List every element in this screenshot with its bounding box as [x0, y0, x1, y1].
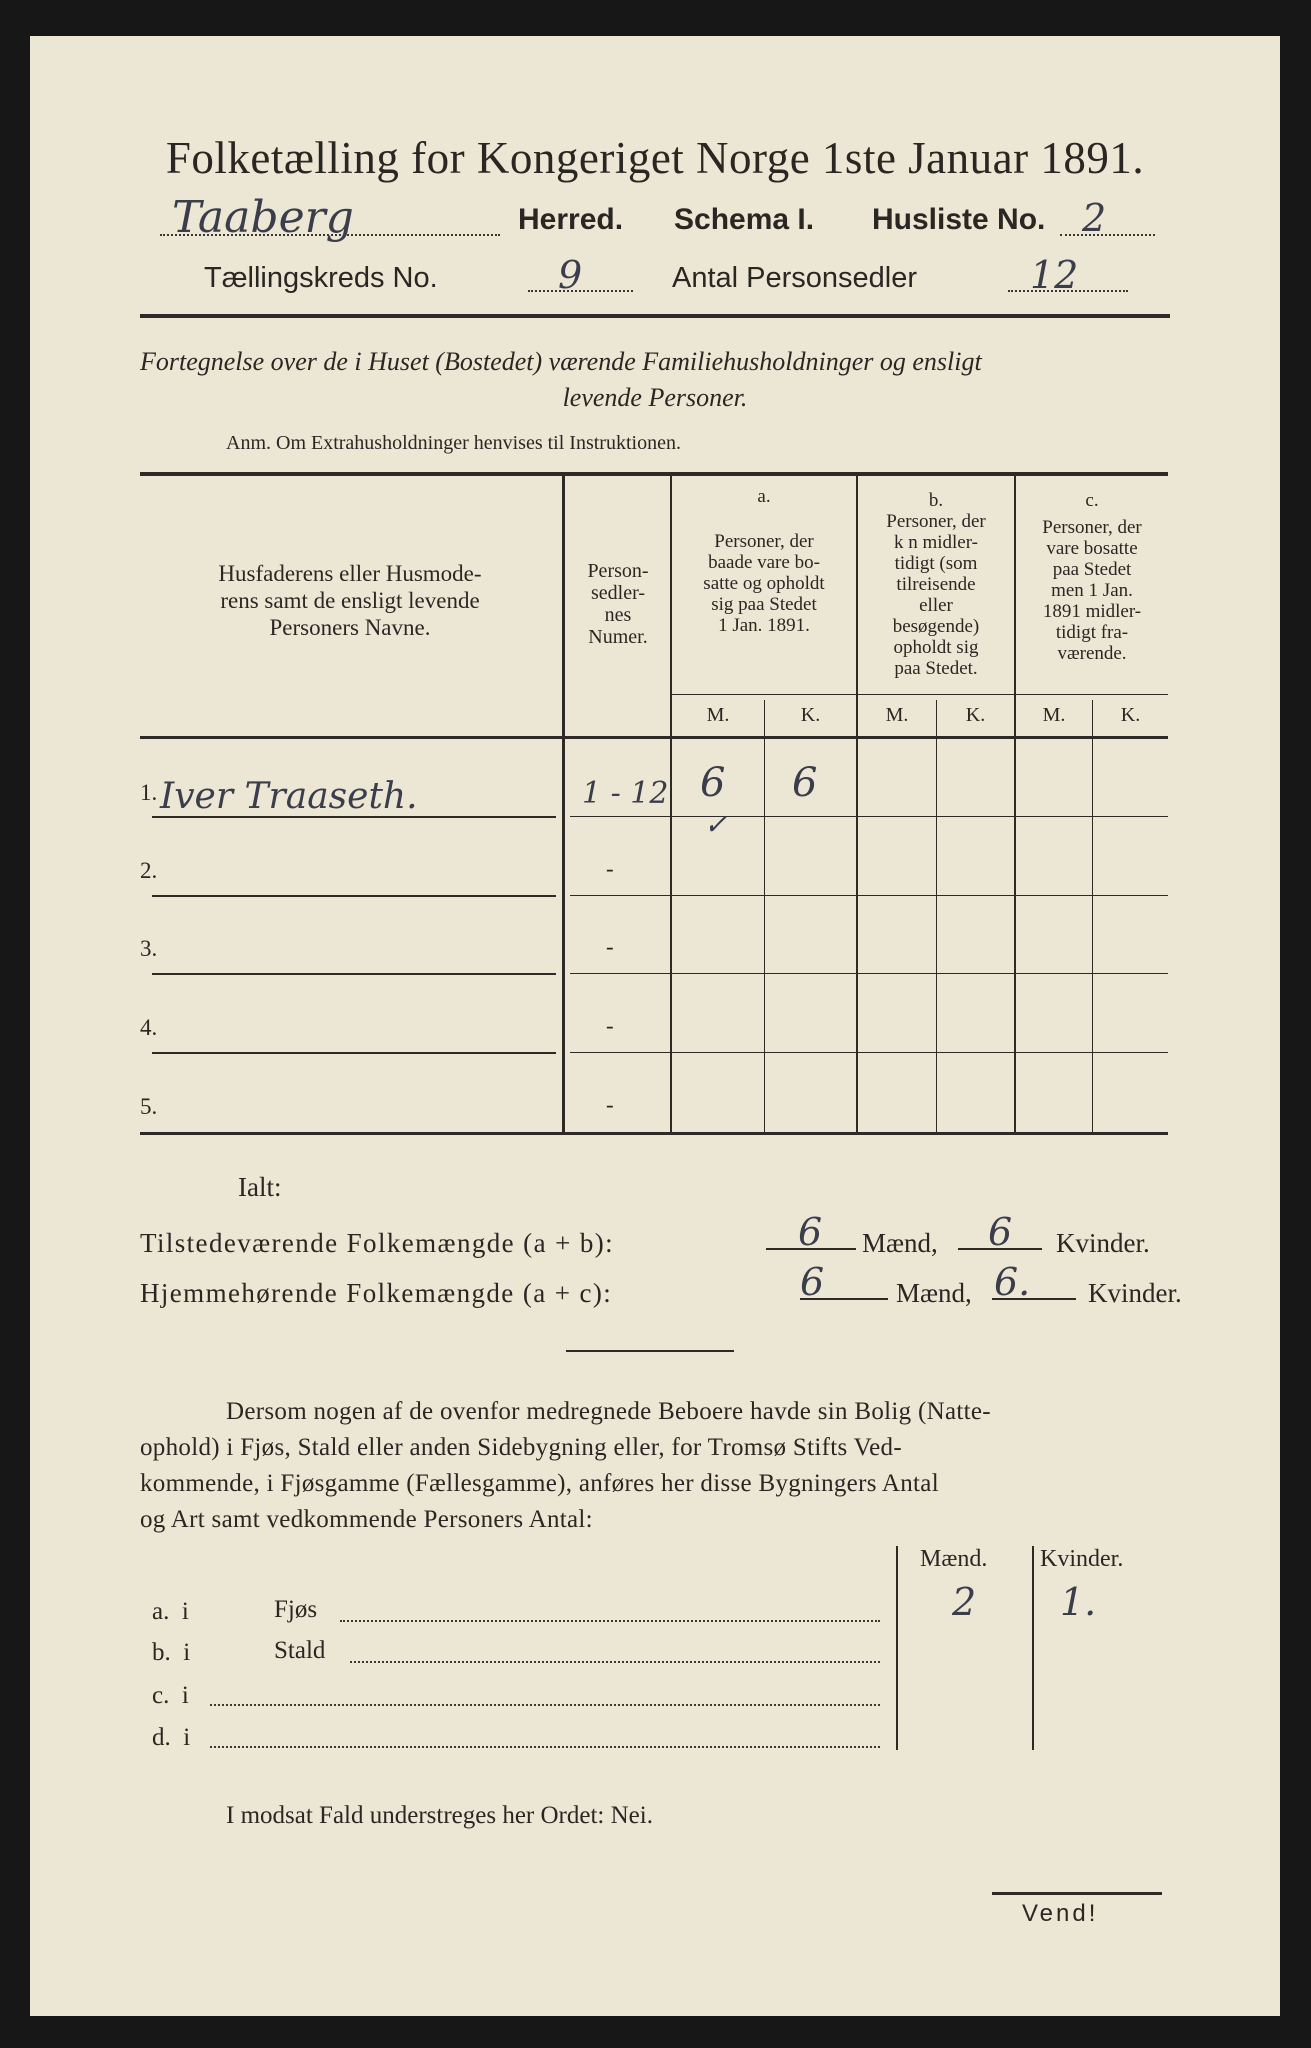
col-b-line: opholdt sig: [893, 637, 979, 658]
row-2-line: [570, 895, 1168, 896]
col-c-line: 1891 midler-: [1042, 601, 1142, 622]
hjemme-women-value[interactable]: 6.: [994, 1260, 1031, 1304]
col-num-line: Numer.: [588, 626, 648, 648]
row-4-line: [570, 1052, 1168, 1053]
hjemme-kvinder-label: Kvinder.: [1088, 1278, 1182, 1308]
col-c-header: [1016, 490, 1168, 664]
col-divider-name: [562, 476, 565, 1132]
col-b-line: Personer, der: [886, 511, 986, 532]
outbuilding-letter: b. i: [152, 1639, 191, 1666]
outbuildings-text-1: Dersom nogen af de ovenfor medregnede Beboere havde sin Bolig (Natte-: [226, 1398, 991, 1425]
outbuildings-divider-1: [896, 1546, 898, 1750]
col-c-line: paa Stedet: [1052, 559, 1132, 580]
husliste-value[interactable]: 2: [1082, 196, 1107, 240]
col-c-m-label: M.: [1042, 704, 1066, 726]
tilstede-label: Tilstedeværende Folkemængde (a + b):: [140, 1228, 615, 1258]
schema-label: Schema I.: [674, 203, 815, 236]
row-name[interactable]: Iver Traaseth.: [160, 776, 418, 817]
col-a-line: 1 Jan. 1891.: [718, 615, 810, 636]
ialt-label: Ialt:: [238, 1172, 282, 1202]
col-b-header: [858, 490, 1014, 679]
outbuilding-fill-line: [210, 1704, 880, 1706]
col-name-line: Husfaderens eller Husmode-: [218, 561, 482, 586]
col-name-line: rens samt de ensligt levende: [220, 588, 480, 613]
col-c-k-label: K.: [1120, 704, 1141, 726]
vend-rule: [992, 1892, 1162, 1895]
outbuilding-letter: c. i: [152, 1682, 189, 1709]
outbuildings-men-header: Mænd.: [920, 1546, 988, 1572]
table-bottom-rule: [140, 1132, 1168, 1135]
row-person-numbers: -: [606, 1013, 614, 1038]
tilstede-maend-label: Mænd,: [862, 1228, 938, 1258]
col-a-line: Personer, der: [714, 531, 814, 552]
header-rule: [140, 314, 1170, 318]
col-a-line: satte og opholdt: [703, 573, 825, 594]
col-b-letter: b.: [928, 490, 944, 511]
hjemme-label: Hjemmehørende Folkemængde (a + c):: [140, 1278, 613, 1308]
row-3-line: [570, 973, 1168, 974]
col-a-k-label: K.: [800, 704, 821, 726]
husliste-fill-line: [1060, 234, 1155, 236]
col-a-line: sig paa Stedet: [711, 594, 817, 615]
row-4-line: [152, 1052, 556, 1054]
check-mark-icon: ✓: [704, 808, 728, 841]
outbuilding-letter: a. i: [152, 1598, 189, 1625]
outbuildings-text-2: ophold) i Fjøs, Stald eller anden Sidebygning eller, for Tromsø Stifts Ved-: [140, 1434, 902, 1461]
col-num-line: nes: [604, 604, 632, 626]
col-b-line: tilreisende: [896, 574, 976, 595]
col-c-line: vare bosatte: [1046, 538, 1138, 559]
col-divider-am: [764, 700, 765, 1132]
col-b-line: paa Stedet.: [894, 658, 978, 679]
row-person-numbers: -: [606, 934, 614, 959]
vend-label: Vend!: [1022, 1900, 1099, 1927]
outbuilding-fill-line: [350, 1661, 880, 1663]
tilstede-women-value[interactable]: 6: [988, 1210, 1013, 1254]
anm-note: Anm. Om Extrahusholdninger henvises til Instruktionen.: [226, 432, 681, 454]
col-c-line: men 1 Jan.: [1051, 580, 1133, 601]
row-2-line: [152, 895, 556, 897]
col-c-line: Personer, der: [1042, 517, 1142, 538]
outbuildings-women-header: Kvinder.: [1040, 1546, 1124, 1572]
row-a-women[interactable]: 6: [792, 760, 818, 806]
row-person-numbers: -: [606, 856, 614, 881]
outbuildings-text-3: kommende, i Fjøsgamme (Fællesgamme), anføres her disse Bygningers Antal: [140, 1470, 939, 1497]
col-a-m-label: M.: [706, 704, 730, 726]
tilstede-men-value[interactable]: 6: [798, 1210, 823, 1254]
personsedler-value[interactable]: 12: [1030, 253, 1079, 297]
col-divider-cm: [1092, 700, 1093, 1132]
section-divider: [566, 1350, 734, 1352]
row-a-men[interactable]: 6: [700, 760, 726, 806]
col-num-line: Person-: [587, 560, 649, 582]
row-person-numbers: -: [606, 1092, 614, 1117]
outbuildings-text-4: og Art samt vedkommende Personers Antal:: [140, 1506, 593, 1533]
col-b-line: besøgende): [892, 616, 980, 637]
col-c-line: tidigt fra-: [1055, 622, 1129, 643]
col-a-letter: a.: [757, 486, 771, 507]
row-number: 4.: [140, 1015, 158, 1040]
col-b-m-label: M.: [885, 704, 909, 726]
col-num-header: [566, 560, 670, 648]
row-3-line: [152, 973, 556, 975]
col-b-line: eller: [919, 595, 953, 616]
col-b-line: tidigt (som: [894, 553, 978, 574]
row-number: 1.: [140, 780, 158, 805]
kreds-value[interactable]: 9: [558, 253, 583, 297]
mk-rule: [672, 694, 1168, 695]
col-b-k-label: K.: [965, 704, 986, 726]
col-a-header: [672, 486, 856, 636]
row-number: 3.: [140, 936, 158, 961]
nei-instruction: I modsat Fald understreges her Ordet: Nei.: [226, 1802, 653, 1829]
row-1-line: [570, 816, 1168, 817]
col-name-header: [140, 560, 560, 641]
herred-label: Herred.: [518, 203, 624, 236]
kreds-label: Tællingskreds No.: [204, 262, 438, 294]
outbuilding-letter: d. i: [152, 1724, 191, 1751]
outbuilding-label: Fjøs: [274, 1596, 318, 1623]
personsedler-label: Antal Personsedler: [672, 262, 918, 294]
row-person-numbers[interactable]: 1 - 12: [582, 776, 669, 811]
col-num-line: sedler-: [590, 582, 645, 604]
tilstede-kvinder-label: Kvinder.: [1056, 1228, 1150, 1258]
form-title: Folketælling for Kongeriget Norge 1ste Januar 1891.: [165, 133, 1145, 183]
col-divider-bm: [936, 700, 937, 1132]
row-number: 2.: [140, 858, 158, 883]
outbuildings-divider-2: [1032, 1546, 1034, 1750]
husliste-label: Husliste No.: [872, 203, 1046, 236]
outbuilding-fill-line: [340, 1620, 880, 1622]
outbuilding-label: Stald: [274, 1637, 326, 1664]
col-name-line: Personers Navne.: [269, 615, 431, 640]
col-c-line: værende.: [1057, 643, 1127, 664]
row-number: 5.: [140, 1094, 158, 1119]
intro-line-2: levende Personer.: [562, 383, 748, 412]
col-c-letter: c.: [1085, 490, 1099, 511]
outbuilding-fill-line: [210, 1746, 880, 1748]
col-b-line: k n midler-: [893, 532, 979, 553]
hjemme-men-value[interactable]: 6: [800, 1260, 825, 1304]
hjemme-maend-label: Mænd,: [896, 1278, 972, 1308]
col-a-line: baade vare bo-: [708, 552, 820, 573]
outbuilding-men-value[interactable]: 2: [952, 1580, 977, 1624]
intro-line-1: Fortegnelse over de i Huset (Bostedet) værende Familiehusholdninger og ensligt: [140, 347, 982, 376]
herred-value[interactable]: Taaberg: [172, 192, 354, 243]
outbuilding-women-value[interactable]: 1.: [1060, 1580, 1097, 1624]
